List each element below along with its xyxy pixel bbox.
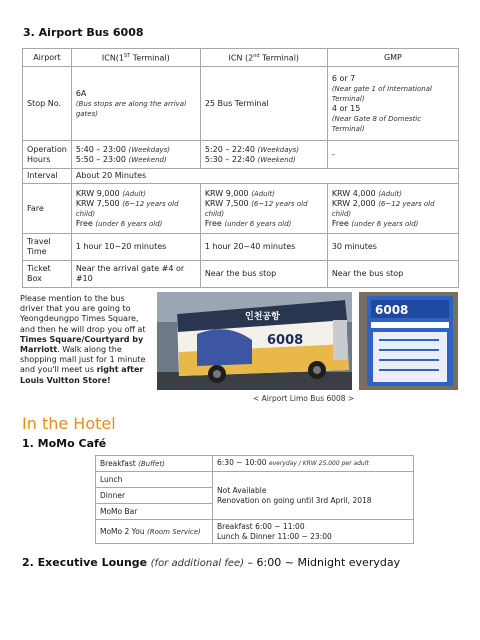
cafe-label-lunch: Lunch bbox=[96, 472, 213, 488]
bus-number-text: 6008 bbox=[267, 333, 304, 348]
hours-t2-weekend: 5:30 – 22:40 bbox=[204, 154, 255, 164]
hours-note: (Weekdays) bbox=[128, 145, 171, 154]
cafe-breakfast-time bbox=[213, 456, 414, 472]
fare-note: (under 6 years old) bbox=[351, 219, 419, 228]
fare-child: KRW 7,500 bbox=[204, 198, 249, 208]
cell-fare-gmp bbox=[327, 184, 458, 234]
fare-free: Free bbox=[204, 218, 222, 228]
cell-travel-gmp: 30 minutes bbox=[327, 234, 458, 261]
header-icn-t2: ICN (2nd Terminal) bbox=[200, 49, 327, 67]
hours-note: (Weekend) bbox=[257, 155, 296, 164]
hours-note: (Weekend) bbox=[128, 155, 167, 164]
section-title-momo-cafe: 1. MoMo Café bbox=[22, 437, 107, 450]
cell-travel-t2: 1 hour 20~40 minutes bbox=[200, 234, 327, 261]
na-text: Not Available bbox=[217, 485, 267, 495]
cell-stop-gmp bbox=[327, 67, 458, 141]
fare-free: Free bbox=[75, 218, 93, 228]
row-label-interval: Interval bbox=[23, 169, 72, 184]
note-text: Please mention to the bus driver that you are going to Yeongdeungpo Times Square, and then he will drop you off at bbox=[20, 294, 146, 334]
cell-ticket-gmp: Near the bus stop bbox=[327, 261, 458, 288]
cafe-label-bar: MoMo Bar bbox=[96, 504, 213, 520]
lounge-title: 2. Executive Lounge bbox=[22, 556, 148, 569]
lounge-note: (for additional fee) bbox=[150, 558, 245, 569]
table-row bbox=[23, 184, 459, 234]
fare-note: (6~12 years old child) bbox=[204, 199, 308, 218]
fare-note: (Adult) bbox=[122, 189, 147, 198]
cell-stop-t2: 25 Bus Terminal bbox=[200, 67, 327, 141]
cell-interval: About 20 Minutes bbox=[71, 169, 458, 184]
cell-ticket-t2: Near the bus stop bbox=[200, 261, 327, 288]
table-row bbox=[23, 141, 459, 169]
header-icn-t1: ICN(1ST Terminal) bbox=[71, 49, 200, 67]
table-header-row bbox=[23, 49, 459, 67]
table-row bbox=[96, 472, 414, 488]
table-row bbox=[96, 456, 414, 472]
cell-hours-t2 bbox=[200, 141, 327, 169]
directions-note bbox=[20, 294, 150, 386]
row-label-hours: Operation Hours bbox=[23, 141, 72, 169]
row-label-ticket: Ticket Box bbox=[23, 261, 72, 288]
stop-gmp-2: 4 or 15 bbox=[331, 103, 361, 113]
stop-gmp-1-note: (Near gate 1 of International Terminal) bbox=[331, 84, 432, 103]
fare-adult: KRW 4,000 bbox=[331, 188, 376, 198]
fare-child: KRW 7,500 bbox=[75, 198, 120, 208]
fare-note: (Adult) bbox=[251, 189, 276, 198]
note-bold: right after Louis Vuitton Store! bbox=[20, 365, 144, 385]
executive-lounge-line bbox=[22, 556, 400, 569]
row-label-fare: Fare bbox=[23, 184, 72, 234]
airport-bus-table bbox=[22, 48, 459, 288]
momo-cafe-table bbox=[95, 455, 414, 544]
cafe-not-available bbox=[213, 472, 414, 520]
label-note: (Room Service) bbox=[146, 527, 201, 536]
time-note: everyday / KRW 25,000 per adult bbox=[268, 460, 369, 467]
note-bold: Times Square/Courtyard by Marriott bbox=[20, 334, 144, 355]
fare-note: (Adult) bbox=[378, 189, 403, 198]
bus-sign-text: 인천공항 bbox=[245, 312, 280, 322]
table-row bbox=[23, 169, 459, 184]
stop-t1-main: 6A bbox=[75, 88, 87, 98]
bus-stop-sign-photo bbox=[359, 292, 458, 390]
section-title-hotel: In the Hotel bbox=[22, 414, 116, 433]
row-label-travel: Travel Time bbox=[23, 234, 72, 261]
fare-adult: KRW 9,000 bbox=[204, 188, 249, 198]
fare-child: KRW 2,000 bbox=[331, 198, 376, 208]
stop-t1-note: (Bus stops are along the arrival gates) bbox=[75, 99, 187, 118]
cafe-label-breakfast bbox=[96, 456, 213, 472]
table-row bbox=[23, 234, 459, 261]
cell-stop-t1 bbox=[71, 67, 200, 141]
fare-note: (6~12 years old child) bbox=[75, 199, 179, 218]
hours-t1-weekday: 5:40 – 23:00 bbox=[75, 144, 126, 154]
table-row bbox=[23, 261, 459, 288]
stop-gmp-2-note: (Near Gate 8 of Domestic Terminal) bbox=[331, 114, 422, 133]
cell-hours-gmp: - bbox=[327, 141, 458, 169]
header-airport: Airport bbox=[23, 49, 72, 67]
header-gmp: GMP bbox=[327, 49, 458, 67]
stop-gmp-1: 6 or 7 bbox=[331, 73, 356, 83]
fare-note: (6~12 years old child) bbox=[331, 199, 435, 218]
sign-number-text: 6008 bbox=[375, 303, 409, 317]
cell-hours-t1 bbox=[71, 141, 200, 169]
note-text: . Walk along the shopping mall just for 1 minute and you'll meet us bbox=[20, 345, 146, 375]
cell-travel-t1: 1 hour 10~20 minutes bbox=[71, 234, 200, 261]
na-renovation: Renovation on going until 3rd April, 2018 bbox=[217, 495, 372, 505]
cafe-label-room-service bbox=[96, 520, 213, 544]
table-row bbox=[96, 520, 414, 544]
hours-t1-weekend: 5:50 – 23:00 bbox=[75, 154, 126, 164]
cell-ticket-t1: Near the arrival gate #4 or #10 bbox=[71, 261, 200, 288]
cell-fare-t2 bbox=[200, 184, 327, 234]
photo-caption: < Airport Limo Bus 6008 > bbox=[253, 394, 355, 403]
table-row bbox=[23, 67, 459, 141]
time-text: 6:30 ~ 10:00 bbox=[217, 458, 267, 467]
cell-fare-t1 bbox=[71, 184, 200, 234]
cafe-room-service-times bbox=[213, 520, 414, 544]
fare-note: (under 6 years old) bbox=[224, 219, 292, 228]
cafe-label-dinner: Dinner bbox=[96, 488, 213, 504]
fare-free: Free bbox=[331, 218, 349, 228]
airport-bus-photo bbox=[157, 292, 352, 390]
hours-note: (Weekdays) bbox=[257, 145, 300, 154]
hours-t2-weekday: 5:20 – 22:40 bbox=[204, 144, 255, 154]
lounge-time: – 6:00 ~ Midnight everyday bbox=[244, 556, 401, 569]
label-note: (Buffet) bbox=[138, 459, 165, 468]
label-text: Breakfast bbox=[100, 458, 136, 468]
fare-note: (under 6 years old) bbox=[95, 219, 163, 228]
fare-adult: KRW 9,000 bbox=[75, 188, 120, 198]
room-time-1: Breakfast 6:00 ~ 11:00 bbox=[217, 521, 305, 531]
room-time-2: Lunch & Dinner 11:00 ~ 23:00 bbox=[217, 531, 332, 541]
label-text: MoMo 2 You bbox=[100, 526, 145, 536]
row-label-stop: Stop No. bbox=[23, 67, 72, 141]
section-title-airport-bus: 3. Airport Bus 6008 bbox=[23, 26, 144, 39]
